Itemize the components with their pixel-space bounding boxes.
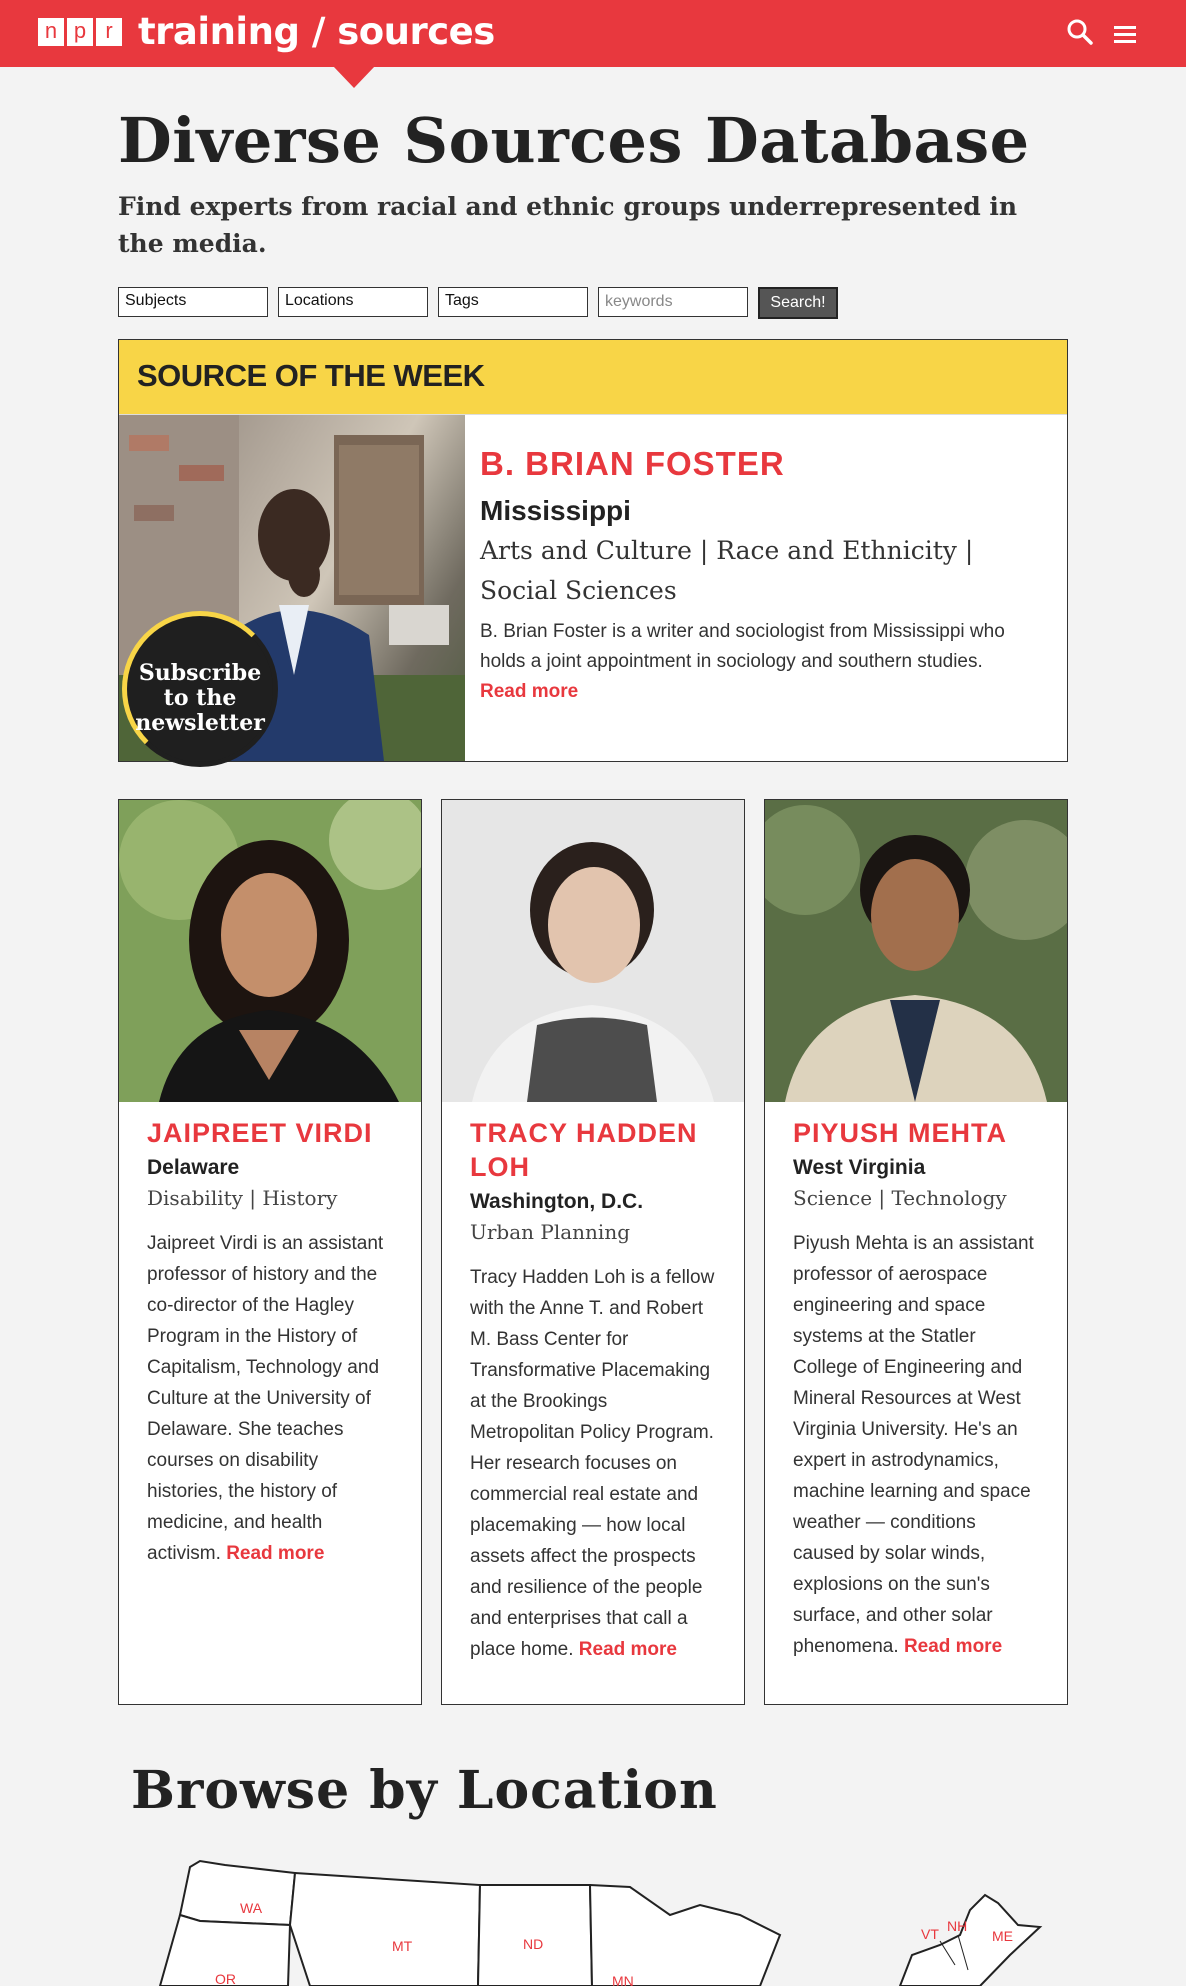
npr-logo[interactable]	[38, 18, 122, 46]
map-label-mn: MN	[612, 1973, 634, 1986]
source-name[interactable]: B. BRIAN FOSTER	[480, 445, 785, 482]
source-location: Mississippi	[480, 495, 631, 526]
source-card-name[interactable]: JAIPREET VIRDI	[147, 1118, 373, 1148]
logo-letter-n: n	[38, 18, 64, 46]
source-card-tags: Disability | History	[147, 1186, 338, 1210]
source-of-week-header	[119, 340, 1067, 415]
source-card-description-text: Jaipreet Virdi is an assistant professor of history and the co-director of the Hagley Program in the History of Capitalism, Technology and Culture at the University of Delaware. She teaches courses on disability histories, the history of medicine, and health activism.	[147, 1233, 384, 1564]
subscribe-line-3: newsletter	[135, 710, 265, 736]
hamburger-menu-icon[interactable]	[1114, 26, 1136, 44]
search-button[interactable]: Search!	[758, 287, 838, 319]
source-card-description	[793, 1228, 1039, 1662]
source-card-photo[interactable]	[442, 800, 744, 1102]
source-card-read-more-link[interactable]: Read more	[903, 1636, 1003, 1657]
page-title: Diverse Sources Database	[118, 104, 1030, 177]
source-card-body	[442, 1102, 744, 1665]
map-state-mt	[290, 1873, 480, 1986]
source-card-body	[119, 1102, 421, 1569]
logo-letter-r: r	[96, 18, 122, 46]
source-description-text: B. Brian Foster is a writer and sociologist from Mississippi who holds a joint appointment in sociology and southern studies.	[480, 621, 1005, 672]
source-card	[118, 799, 422, 1705]
source-of-week-heading: SOURCE OF THE WEEK	[137, 358, 485, 393]
source-tags: Arts and Culture | Race and Ethnicity | Social Sciences	[480, 536, 974, 605]
source-of-week-details	[480, 445, 1040, 707]
source-card-read-more-link[interactable]: Read more	[226, 1543, 325, 1564]
map-label-nd: ND	[523, 1936, 544, 1952]
source-card-photo[interactable]	[119, 800, 421, 1102]
source-card-name[interactable]: PIYUSH MEHTA	[793, 1118, 1008, 1148]
locations-select[interactable]: Locations	[278, 287, 428, 317]
source-card-description	[470, 1262, 716, 1665]
map-label-or: OR	[215, 1971, 236, 1986]
subjects-select[interactable]: Subjects	[118, 287, 268, 317]
map-label-vt: VT	[921, 1926, 939, 1942]
subscribe-line-1: Subscribe	[138, 660, 262, 686]
map-label-nh: NH	[947, 1918, 968, 1934]
subscribe-line-2: to the	[163, 685, 237, 711]
source-card-photo[interactable]	[765, 800, 1067, 1102]
source-card-location: Washington, D.C.	[470, 1190, 644, 1213]
source-card	[441, 799, 745, 1705]
subscribe-newsletter-badge[interactable]	[122, 611, 278, 767]
source-card-name[interactable]: TRACY HADDEN LOH	[470, 1118, 698, 1182]
site-title[interactable]: training / sources	[138, 10, 495, 53]
source-read-more-link[interactable]: Read more	[480, 681, 579, 702]
map-label-wa: WA	[240, 1900, 263, 1916]
source-card-description-text: Piyush Mehta is an assistant professor of aerospace engineering and space systems at the Statler College of Engineering and Mineral Resources at West Virginia University. He's an expert in astrodynamics, machine learning and space weather — conditions caused by solar winds, explosions on the sun's surface, and other solar phenomena.	[793, 1233, 1034, 1657]
source-card-body	[765, 1102, 1067, 1662]
browse-by-location-heading: Browse by Location	[131, 1760, 718, 1821]
source-card	[764, 799, 1068, 1705]
source-card-read-more-link[interactable]: Read more	[578, 1639, 677, 1660]
keywords-input[interactable]	[598, 287, 748, 317]
source-card-tags: Urban Planning	[470, 1220, 630, 1244]
map-label-me: ME	[992, 1928, 1013, 1944]
map-state-wa	[180, 1861, 295, 1925]
source-card-tags: Science | Technology	[793, 1186, 1007, 1210]
source-description	[480, 617, 1040, 707]
search-filters	[118, 287, 838, 319]
source-card-description	[147, 1228, 393, 1569]
page-subtitle: Find experts from racial and ethnic groups underrepresented in the media.	[118, 192, 1018, 258]
logo-letter-p: p	[67, 18, 93, 46]
header-pointer	[333, 66, 375, 88]
tags-select[interactable]: Tags	[438, 287, 588, 317]
source-card-description-text: Tracy Hadden Loh is a fellow with the Anne T. and Robert M. Bass Center for Transformative Placemaking at the Brookings Metropolitan Policy Program. Her research focuses on commercial real estate and placemaking — how local assets affect the prospects and resilience of the people and enterprises that call a place home.	[470, 1267, 715, 1660]
top-nav-bar	[0, 0, 1186, 67]
us-map[interactable]	[140, 1855, 1070, 1986]
map-state-mn	[590, 1885, 780, 1986]
source-card-location: Delaware	[147, 1156, 240, 1179]
search-icon[interactable]	[1066, 18, 1094, 46]
map-label-mt: MT	[392, 1938, 413, 1954]
source-card-location: West Virginia	[793, 1156, 926, 1179]
